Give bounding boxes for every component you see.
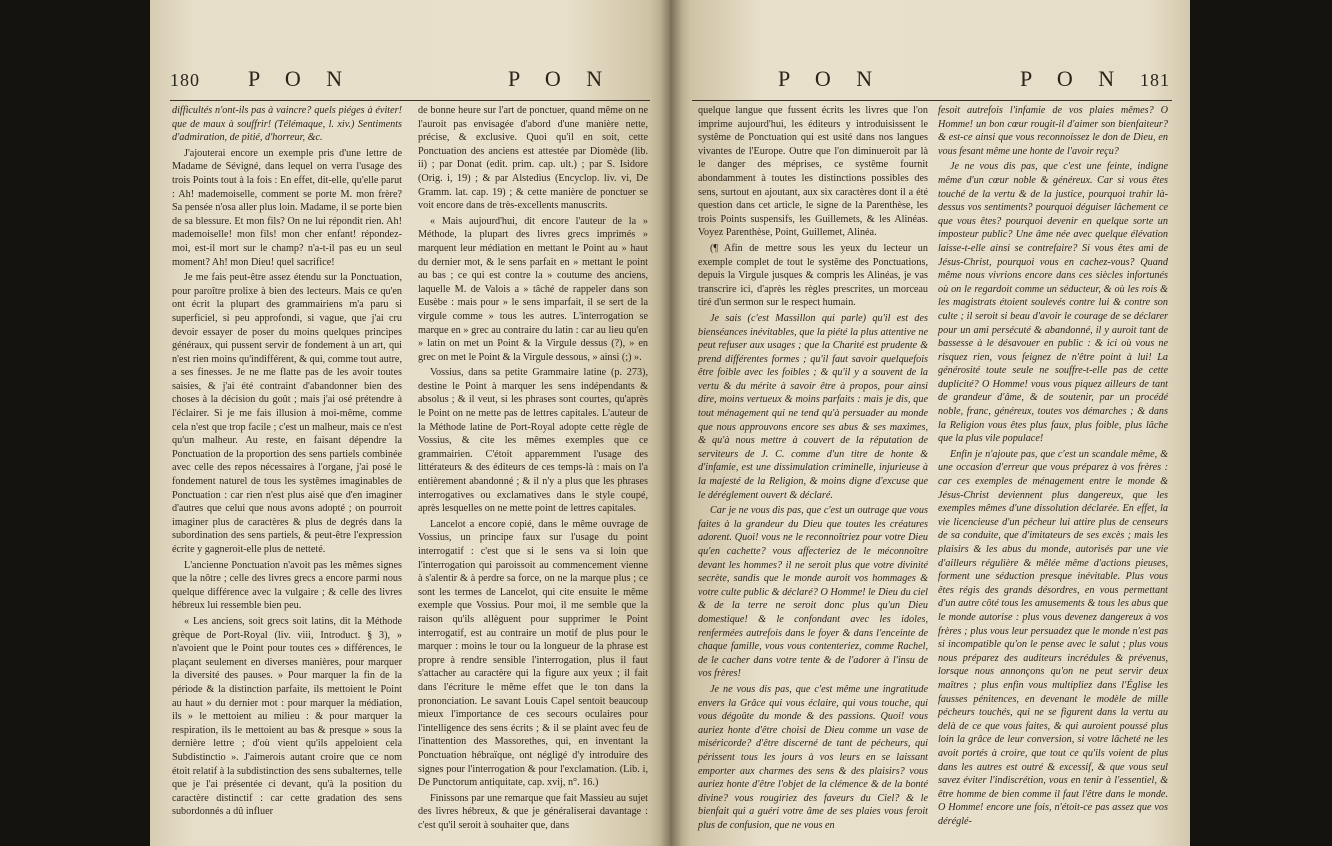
left-col1-para-2: Je me fais peut-être assez étendu sur la Ponctuation, pour paroître prolixe à bien des lecteurs. Mais ce qu'en ont écrit la plupart des grammairiens m'a paru si superficiel, si peu approfondi, si vague, que j'ai cru devoir essayer de poser du moins quelques principes généraux, qui pussent servir de fondement à un art, qui n'est rien moins qu'indifférent, & qui, comme tout autre, a ses finesses. Je ne me flatte pas de les avoir toutes saisies, & j'ai été contraint d'abandonner bien des choses à la décision du goût ; mais j'ai osé prétendre à l'éclairer. Si je me fais illusion à moi-même, comme cela n'est que trop facile ; c'est un malheur, mais ce n'est qu'un malheur. Au reste, en faisant dépendre la Ponctuation de la proportion des sens partiels combinée avec celle des repos nécessaires à l'organe, j'ai posé le fondement naturel de tous les systêmes imaginables de Ponctuation : car rien n'est plus aisé que d'en imaginer d'autres que celui que nous avons adopté ; on pourroit imaginer plus de caractères & plus de degrés dans la subordination des sens partiels, & peut-être l'expression écrite y gagneroit-elle plus de netteté. [172, 272, 402, 555]
right-col1-para-1: (¶ Afin de mettre sous les yeux du lecteur un exemple complet de tout le systême des Ponctuations, depuis la Virgule jusques & compris les Alinéas, je vas transcrire ici, d'après les règles prescrites, un morceau tiré d'un sermon sur le respect humain. [698, 242, 928, 309]
right-col2-para-2: Enfin je n'ajoute pas, que c'est un scandale même, & une occasion d'erreur que vous préparez à vos frères : car ces exemples de ménagement entre le monde & Jésus-Christ deviennent plus dangereux, que les exemples mêmes d'une dissolution déclarée. En effet, la vie licencieuse d'un pécheur lui attire plus de censeurs de sa conduite, que d'imitateurs de ses excès ; mais les plaisirs & les abus du monde, autorisés par une vie d'ailleurs régulière & mêlée même d'actions pieuses, forment une séduction presque inévitable. Plus vous êtes régis des grands désordres, en vous permettant d'un autre côté tous les amusements & tous les abus que le monde autorise : plus vous devenez dangereux à vos frères ; plus vous leur persuadez que le monde n'est pas si incompatible qu'on le pense avec le salut ; plus vous nous préparez des auditeurs incrédules & prévenus, lorsque nous annonçons qu'on ne peut servir deux maîtres ; plus enfin vous multipliez dans l'Église les fausses pénitences, en devenant le modèle de mille pécheurs touchés, qui ne se figurent dans la vertu au delà de ce que vous faites, & qui auroient poussé plus loin la grâce de leur conversion, si votre lâcheté ne les avoit portés à croire, que tout ce qu'ils voient de plus dans les autres est outré & excessif, & que vous seul savez éviter l'indiscrétion, vous en tenir à l'essentiel, & être homme de bien comme il faut l'être dans le monde. O Homme! encore une fois, n'étoit-ce pas assez que vos déréglé- [938, 448, 1168, 827]
right-col1-para-2: Je sais (c'est Massillon qui parle) qu'il est des bienséances inévitables, que la piété la plus attentive ne peut refuser aux usages ; que la Charité est prudente & prend différentes formes ; qu'il faut savoir quelquefois être foible avec les foibles ; & qu'il y a souvent de la vertu & du mérite à savoir être à propos, pour ainsi dire, moins vertueux & moins parfaits : mais je dis, que tout ménagement qui ne tend qu'à persuader au monde que nous approuvons encore ses abus & ses maximes, & qu'à nous mettre à couvert de la réputation de serviteurs de J. C. comme d'un titre de honte & d'infamie, est une dissimulation criminelle, injurieuse à la majesté de la Religion, & moins digne d'excuse que le déréglement ouvert & déclaré. [698, 312, 928, 501]
right-header-rule [692, 100, 1172, 101]
left-column-2 [418, 104, 648, 831]
left-col1-para-0: difficultés n'ont-ils pas à vaincre? quels piéges à éviter! que de maux à souffrir! (Télémaque, l. xiv.) Sentiments d'admiration, de pitié, d'horreur, &c. [172, 105, 402, 144]
left-col2-para-4: Finissons par une remarque que fait Massieu au sujet des livres hébreux, & que je généraliserai davantage : c'est qu'il seroit à souhaiter que, dans [418, 792, 648, 831]
right-col1-para-0: quelque langue que fussent écrits les livres que l'on imprime aujourd'hui, les éditeurs y introduisissent le systême de Ponctuation qui est usité dans nos langues vivantes de l'Europe. Outre que l'on diminueroit par là le danger des méprises, ce systême fournit abondamment à toutes les distinctions possibles des sens, surtout en ajoutant, aux six caractères dont il a été question dans cet article, le signe de la Parenthèse, les trois Points suspensifs, les Guillemets, & les Alinéas. Voyez Parenthèse, Point, Guillemet, Alinéa. [698, 105, 928, 239]
left-col2-para-3: Lancelot a encore copié, dans le même ouvrage de Vossius, un principe faux sur l'usage du point interrogatif : c'est que si le sens va si loin que l'interrogation qui paroissoit au commencement vienne à s'alentir & à perdre sa force, on ne la marque plus ; ce sont les termes de Lancelot, qui cite ensuite le même exemple que Vossius. Pour moi, il me semble que la raison qu'ils allèguent pour supprimer le Point interrogatif, est au contraire un motif de plus pour le marquer : moins le tour ou la longueur de la phrase est propre à rendre sensible l'interrogation, plus il faut s'attacher au caractère qui la figure aux yeux ; il fait dans l'écriture le même effet que le ton dans la prononciation. Le savant Louis Capel sentoit beaucoup mieux l'importance de ces secours oculaires pour l'intelligence des sens écrits ; & il se plaint avec feu de l'inattention des Massorethes, qui, en inventant la Ponctuation hébraïque, ont négligé d'y introduire des signes pour l'interrogation & pour l'exclamation. (Lib. i, De Punctorum antiquitate, cap. xvij, n°. 16.) [418, 518, 648, 789]
right-col1-para-3: Car je ne vous dis pas, que c'est un outrage que vous faites à la grandeur du Dieu que toutes les créatures adorent. Quoi! vous ne le reconnoîtriez pour votre Dieu qu'en cachette? vous affecteriez de le méconnoître devant les hommes? il ne seroit plus que votre divinité secrète, sandis que le monde auroit vos hommages & votre culte public & déclaré? O Homme! le Dieu du ciel & de la terre ne seroit donc plus qu'un Dieu domestique! & le confondant avec les idoles, renfermées autrefois dans le foyer & dans l'enceinte de chaque famille, vous vous contenteriez, comme Rachel, de le cacher dans votre tente & de l'adorer à l'insu de vos frères! [698, 505, 928, 680]
right-col1-para-4: Je ne vous dis pas, que c'est même une ingratitude envers la Grâce qui vous éclaire, qui vous touche, qui vous dégoûte du monde & des passions. Quoi! vous auriez honte d'être choisi de Dieu comme un vase de miséricorde? d'être discerné de tant de pécheurs, qui périssent tous les jours à vos leurs en se laissant emporter aux charmes des sens & des plaisirs? vous auriez honte d'être l'objet de la clémence & de la bonté divine? vous rougiriez des faveurs du Ciel? & le bienfait qui a guéri votre âme de ses plaies vous feroit plus de confusion, que ne vous en [698, 683, 928, 831]
left-col2-para-2: Vossius, dans sa petite Grammaire latine (p. 273), destine le Point à marquer les sens indépendants & absolus ; & il veut, si les phrases sont courtes, qu'après le Point on ne mette pas de lettres capitales. L'auteur de la Méthode latine de Port-Royal adopte cette règle de Vossius, & cite les mêmes exemples que ce grammairien. C'étoit apparemment l'usage des littérateurs & des éditeurs de ces temps-là : mais on l'a entièrement abandonné ; & il n'y a plus que les phrases interrogatives ou exclamatives dans le style coupé, après lesquelles on ne mette point de lettres capitales. [418, 367, 648, 515]
left-col1-para-1: J'ajouterai encore un exemple pris d'une lettre de Madame de Sévigné, dans lequel on verra l'usage des trois Points tout à la fois : En effet, dit-elle, qu'elle parut : Ah! mademoiselle, comment se porte M. mon frère? Sa pensée n'osa aller plus loin. Madame, il se porte bien de sa blessure. Et mon fils? On ne lui répondit rien. Ah! mademoiselle! mon fils! mon cher enfant! répondez-moi, est-il mort sur le champ? n'a-t-il pas eu un seul moment? Ah! mon Dieu! quel sacrifice! [172, 147, 402, 268]
right-running-head [670, 62, 1190, 96]
left-column-1 [172, 104, 402, 820]
left-header-rule [170, 100, 650, 101]
right-page [670, 0, 1190, 846]
left-headword-1: P O N [248, 66, 353, 91]
right-column-2 [938, 104, 1168, 827]
right-col2-para-1: Je ne vous dis pas, que c'est une feinte, indigne même d'un cœur noble & généreux. Car si vous êtes touché de la vertu & de la justice, pourquoi trahir là-dessus vos sentiments? pourquoi déguiser lâchement ce que vous êtes? pourquoi devenir en quelque sorte un imposteur public? Une âme née avec quelque élévation laisse-t-elle ainsi se contrefaire? Si vous êtes ami de Jésus-Christ, pourquoi vous en cachez-vous? Quand même nous vivrions encore dans ces siècles infortunés où on le regardoit comme un séducteur, & où les rois & les magistrats étoient soulevés contre lui & contre son culte ; il seroit si beau d'avoir le courage de se déclarer pour un ami persécuté & abandonné, il y auroit tant de bassesse à le désavouer en public : & ici où vous ne risquez rien, vous feignez de n'être point à lui! La générosité toute seule ne souffre-t-elle pas de cette duplicité? O Homme! vous vous piquez ailleurs de tant de grandeur d'âme, & de soutenir, par un procédé noble, franc, généreux, toutes vos démarches ; & dans la Religion vous êtes plus faux, plus foible, plus lâche que la plus vile populace! [938, 161, 1168, 445]
right-column-1 [698, 104, 928, 831]
left-col2-para-0: de bonne heure sur l'art de ponctuer, quand même on ne l'auroit pas envisagée d'abord d'une manière nette, précise, & exclusive. Quoi qu'il en soit, cette Ponctuation des anciens est attestée par Diomède (lib. ii) ; par Donat (edit. prim. cap. ult.) ; par S. Isidore (Orig. i, 19) ; & par Alstedius (Encyclop. liv. vi, De Gramm. lat. cap. 19) ; & cette manière de ponctuer se voit encore dans de très-excellents manuscrits. [418, 105, 648, 212]
left-running-head [150, 62, 670, 96]
left-page [150, 0, 670, 846]
left-col2-para-1: « Mais aujourd'hui, dit encore l'auteur de la » Méthode, la plupart des livres grecs imprimés » marquent leur médiation en mettant le Point au » haut du dernier mot, & le sens parfait en » mettant le point au bas ; ce qui est contre la » coutume des anciens, laquelle M. de Valois a » tâché de rappeler dans son Eusèbe : mais pour » le sens imparfait, il se sert de la virgule comme » tous les autres. L'interrogation se marque en » grec au contraire du latin : car au lieu qu'en » latin on met un Point & la Virgule dessus (?), » en grec on met le Point & la Virgule dessous, » ainsi (;) ». [418, 215, 648, 363]
left-col1-para-4: « Les anciens, soit grecs soit latins, dit la Méthode grèque de Port-Royal (liv. viii, Introduct. § 3), » n'avoient que le Point pour toutes ces » différences, le plaçant seulement en diverses manières, pour marquer la diversité des pauses. » Pour marquer la fin de la période & la distinction parfaite, ils mettoient le Point au haut » du dernier mot : pour marquer la médiation, ils » le mettoient au milieu : & pour marquer la respiration, ils le mettoient au bas & presque » sous la dernière lettre ; d'où vient qu'ils appeloient cela Subdistinctio ». J'aimerois autant croire que ce nom étoit relatif à la subdistinction des sens subalternes, telle que je l'ai présentée ci devant, qu'à la position du caractère distinctif : car cette gradation des sens subordonnés a dû influer [172, 615, 402, 818]
right-headword-2: P O N [1020, 66, 1125, 91]
left-col1-para-3: L'ancienne Ponctuation n'avoit pas les mêmes signes que la nôtre ; celle des livres grecs a encore parmi nous quelque différence avec la vulgaire ; & celle des livres hébreux lui ressemble bien peu. [172, 559, 402, 612]
book-gutter [660, 0, 682, 846]
page-number-right: 181 [1140, 70, 1170, 90]
right-col2-para-0: fesoit autrefois l'infamie de vos plaies mêmes? O Homme! un bon cœur rougit-il d'aimer son bienfaiteur? & est-ce ainsi que vous reconnoissez le don de Dieu, en vous fesant même une honte de l'avoir reçu? [938, 105, 1168, 157]
left-headword-2: P O N [508, 66, 613, 91]
right-headword-1: P O N [778, 66, 883, 91]
page-number-left: 180 [170, 70, 200, 90]
